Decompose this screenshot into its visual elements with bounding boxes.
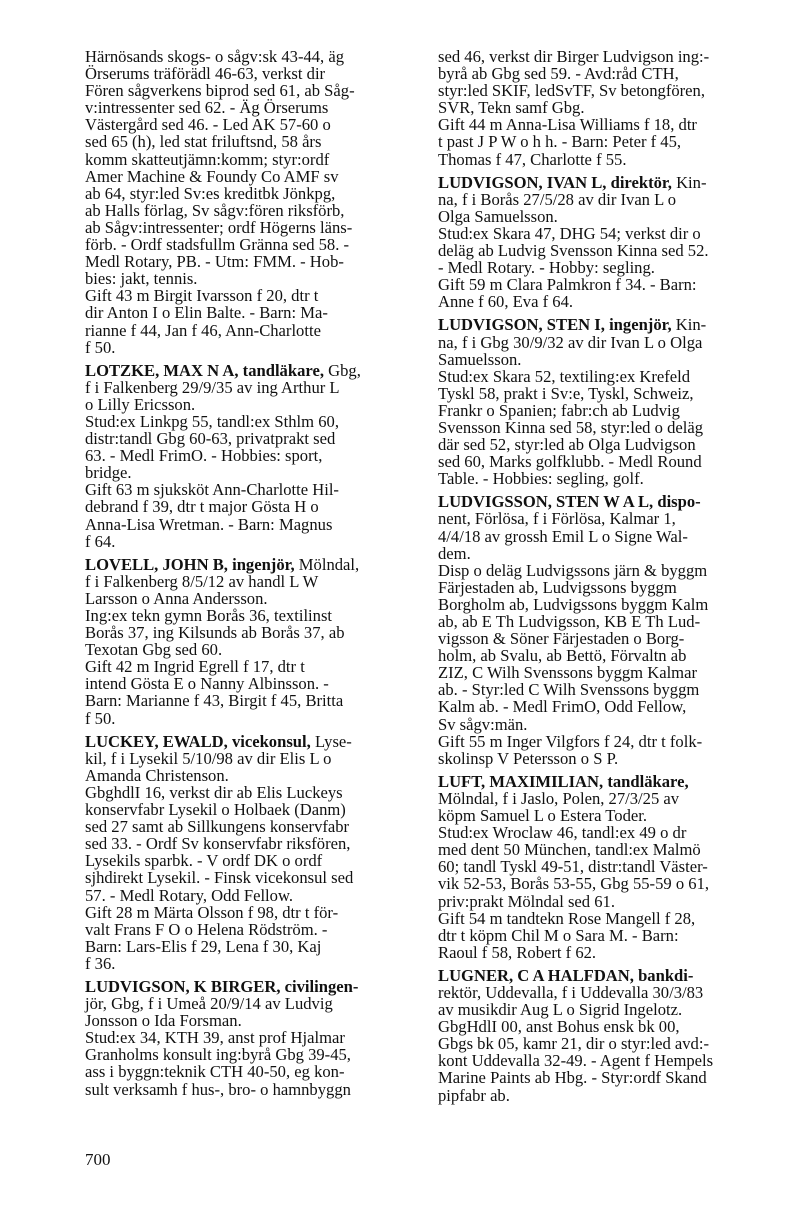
entry-text-line: Stud:ex Linkpg 55, tandl:ex Sthlm 60, [85, 411, 339, 431]
biography-entry [438, 967, 760, 1104]
entry-text-line: Gbgs bk 05, kamr 21, dir o styr:led avd:- [438, 1034, 709, 1054]
entry-location: Kin- [675, 315, 707, 335]
entry-name: LUDVIGSON, STEN I, [438, 315, 605, 335]
entry-text-line: Amer Machine & Foundy Co AMF sv [85, 166, 339, 186]
entry-text-line: Gift 43 m Birgit Ivarsson f 20, dtr t [85, 286, 319, 306]
entry-text-line: Svensson Kinna sed 58, styr:led o deläg [438, 417, 704, 437]
entry-text-line: 57. - Medl Rotary, Odd Fellow. [85, 885, 294, 905]
entry-title: bankdi- [638, 965, 694, 985]
entry-text-line: Thomas f 47, Charlotte f 55. [438, 149, 627, 169]
entry-text-line: vik 52-53, Borås 53-55, Gbg 55-59 o 61, [438, 874, 710, 894]
entry-text-line: Gift 28 m Märta Olsson f 98, dtr t för- [85, 902, 339, 922]
entry-text-line: f 50. [85, 337, 116, 357]
entry-text-line: Gift 55 m Inger Vilgfors f 24, dtr t folk- [438, 731, 703, 751]
entry-text-line: sult verksamh f hus-, bro- o hamnbyggn [85, 1079, 351, 1099]
entry-text-line: Gift 44 m Anna-Lisa Williams f 18, dtr [438, 115, 697, 135]
entry-text-line: distr:tandl Gbg 60-63, privatprakt sed [85, 429, 336, 449]
entry-name: LUGNER, C A HALFDAN, [438, 965, 634, 985]
entry-name: LUDVIGSSON, STEN W A L, [438, 492, 654, 512]
entry-text-line: byrå ab Gbg sed 59. - Avd:råd CTH, [438, 64, 679, 84]
left-column [85, 48, 406, 1104]
entry-text-line: Tyskl 58, prakt i Sv:e, Tyskl, Schweiz, [438, 383, 694, 403]
entry-heading [438, 316, 760, 333]
biography-entry [85, 733, 406, 972]
entry-text-line: f 36. [85, 953, 116, 973]
entry-text-line: jör, Gbg, f i Umeå 20/9/14 av Ludvig [85, 994, 333, 1014]
page-number: 700 [85, 1150, 111, 1169]
entry-text-line: Stud:ex Skara 52, textiling:ex Krefeld [438, 366, 691, 386]
entry-text-line: Borgholm ab, Ludvigssons byggm Kalm [438, 594, 709, 614]
entry-name: LUCKEY, EWALD, [85, 731, 228, 751]
entry-text-line: ab 64, styr:led Sv:es kreditbk Jönkpg, [85, 183, 336, 203]
entry-text-line: pipfabr ab. [438, 1085, 510, 1105]
entry-text-line: av musikdir Aug L o Sigrid Ingelotz. [438, 1000, 683, 1020]
entry-text-line: dem. [438, 543, 471, 563]
entry-text-line: SVR, Tekn samf Gbg. [438, 98, 585, 118]
entry-text-line: rianne f 44, Jan f 46, Ann-Charlotte [85, 320, 321, 340]
entry-name: LUDVIGSON, IVAN L, [438, 172, 607, 192]
entry-text-line: deläg ab Ludvig Svensson Kinna sed 52. [438, 241, 709, 261]
entry-text-line: ab. - Styr:led C Wilh Svenssons byggm [438, 680, 700, 700]
entry-text-line: med dent 50 München, tandl:ex Malmö [438, 840, 701, 860]
entry-title: tandläkare, [242, 360, 324, 380]
biography-entry [438, 174, 760, 311]
entry-text-line: Frankr o Spanien; fabr:ch ab Ludvig [438, 400, 680, 420]
entry-text-line: f i Falkenberg 29/9/35 av ing Arthur L [85, 377, 340, 397]
entry-text-line: Barn: Lars-Elis f 29, Lena f 30, Kaj [85, 936, 322, 956]
entry-text-line: skolinsp V Petersson o S P. [438, 748, 619, 768]
entry-text-line: holm, ab Svalu, ab Bettö, Förvaltn ab [438, 646, 687, 666]
entry-text-line: nent, Förlösa, f i Förlösa, Kalmar 1, [438, 509, 676, 529]
entry-text-line: bies: jakt, tennis. [85, 269, 198, 289]
entry-text-line: 60; tandl Tyskl 49-51, distr:tandl Väster- [438, 857, 708, 877]
entry-location: Lyse- [314, 731, 352, 751]
entry-text-line: ab Sågv:intressenter; ordf Högerns läns- [85, 217, 353, 237]
entry-text-line: 63. - Medl FrimO. - Hobbies: sport, [85, 446, 323, 466]
entry-text-line: Larsson o Anna Andersson. [85, 588, 268, 608]
entry-text-line: Mölndal, f i Jaslo, Polen, 27/3/25 av [438, 788, 680, 808]
entry-text-line: bridge. [85, 463, 132, 483]
entry-heading [85, 362, 406, 379]
entry-heading [438, 967, 760, 984]
entry-text-line: dtr t köpm Chil M o Sara M. - Barn: [438, 925, 679, 945]
biography-entry [85, 362, 406, 550]
biography-entry [438, 773, 760, 961]
entry-heading [85, 556, 406, 573]
entry-text-line: Kalm ab. - Medl FrimO, Odd Fellow, [438, 697, 687, 717]
entry-text-line: Västergård sed 46. - Led AK 57-60 o [85, 115, 331, 135]
entry-text-line: intend Gösta E o Nanny Albinsson. - [85, 674, 329, 694]
entry-text-line: Granholms konsult ing:byrå Gbg 39-45, [85, 1045, 351, 1065]
entry-location: Gbg, [328, 360, 361, 380]
entry-text-line: Disp o deläg Ludvigssons järn & byggm [438, 560, 708, 580]
entry-text-line: Anna-Lisa Wretman. - Barn: Magnus [85, 514, 333, 534]
entry-text-line: f i Falkenberg 8/5/12 av handl L W [85, 571, 319, 591]
entry-text-line: sed 60, Marks golfklubb. - Medl Round [438, 452, 702, 472]
entry-location: Mölndal, [298, 554, 360, 574]
entry-text-line: kil, f i Lysekil 5/10/98 av dir Elis L o [85, 748, 332, 768]
entry-title: direktör, [610, 172, 672, 192]
entry-title: ingenjör, [609, 315, 672, 335]
entry-text-line: Samuelsson. [438, 349, 522, 369]
entry-text-line: ass i byggn:teknik CTH 40-50, eg kon- [85, 1062, 345, 1082]
entry-text-line: Gift 63 m sjuksköt Ann-Charlotte Hil- [85, 480, 339, 500]
entry-text-line: där sed 52, styr:led ab Olga Ludvigson [438, 435, 696, 455]
entry-text-line: na, f i Gbg 30/9/32 av dir Ivan L o Olga [438, 332, 703, 352]
entry-title: civilingen- [284, 976, 359, 996]
entry-text-line: ab Halls förlag, Sv sågv:fören riksförb, [85, 200, 345, 220]
entry-title: dispo- [657, 492, 701, 512]
entry-text-line: Gift 42 m Ingrid Egrell f 17, dtr t [85, 657, 305, 677]
entry-text-line: priv:prakt Mölndal sed 61. [438, 891, 615, 911]
entry-text-line: 4/4/18 av grossh Emil L o Signe Wal- [438, 526, 688, 546]
entry-text-line: förb. - Ordf stadsfullm Gränna sed 58. - [85, 235, 350, 255]
entry-text-line: Fören sågverkens biprod sed 61, ab Såg- [85, 81, 355, 101]
entry-text-line: Gift 54 m tandtekn Rose Mangell f 28, [438, 908, 696, 928]
entry-name: LOTZKE, MAX N A, [85, 360, 239, 380]
entry-text-line: Borås 37, ing Kilsunds ab Borås 37, ab [85, 623, 345, 643]
entry-text-line: köpm Samuel L o Estera Toder. [438, 806, 647, 826]
entry-text-line: konservfabr Lysekil o Holbaek (Danm) [85, 800, 346, 820]
entry-name: LUDVIGSON, K BIRGER, [85, 976, 281, 996]
entry-text-line: Stud:ex Skara 47, DHG 54; verkst dir o [438, 223, 701, 243]
entry-text-line: kont Uddevalla 32-49. - Agent f Hempels [438, 1051, 714, 1071]
entry-text-line: sed 65 (h), led stat friluftsnd, 58 års [85, 132, 322, 152]
entry-title: tandläkare, [607, 771, 689, 791]
biography-entry [85, 978, 406, 1098]
entry-text-line: debrand f 39, dtr t major Gösta H o [85, 497, 319, 517]
entry-text-line: v:intressenter sed 62. - Äg Örserums [85, 98, 329, 118]
entry-text-line: styr:led SKIF, ledSvTF, Sv betongfören, [438, 81, 705, 101]
entry-heading [438, 493, 760, 510]
entry-text-line: na, f i Borås 27/5/28 av dir Ivan L o [438, 189, 677, 209]
entry-name: LUFT, MAXIMILIAN, [438, 771, 604, 791]
entry-text-line: sed 33. - Ordf Sv konservfabr riksfören, [85, 834, 351, 854]
entry-text-line: ab, ab E Th Ludvigsson, KB E Th Lud- [438, 612, 701, 631]
entry-text-line: Sv sågv:män. [438, 714, 528, 734]
entry-text-line: Örserums träförädl 46-63, verkst dir [85, 64, 326, 84]
entry-text-line: vigsson & Söner Färjestaden o Borg- [438, 629, 685, 649]
entry-text-line: Amanda Christenson. [85, 765, 229, 785]
entry-text-line: Ing:ex tekn gymn Borås 36, textilinst [85, 606, 333, 625]
biography-entry [438, 493, 760, 767]
entry-name: LOVELL, JOHN B, [85, 554, 228, 574]
entry-text-line: - Medl Rotary. - Hobby: segling. [438, 258, 655, 278]
entry-heading [85, 978, 406, 995]
entry-text-line: Härnösands skogs- o sågv:sk 43-44, äg [85, 47, 345, 66]
entry-heading [438, 174, 760, 191]
entry-title: ingenjör, [232, 554, 295, 574]
entry-text-line: f 64. [85, 531, 116, 551]
entry-text-line: Olga Samuelsson. [438, 206, 558, 226]
entry-text-line: dir Anton I o Elin Balte. - Barn: Ma- [85, 303, 328, 323]
biography-entry [438, 316, 760, 487]
entry-location: Kin- [676, 172, 707, 192]
entry-text-line: ZIZ, C Wilh Svenssons byggm Kalmar [438, 663, 697, 683]
entry-text-line: Medl Rotary, PB. - Utm: FMM. - Hob- [85, 252, 344, 272]
entry-text-line: o Lilly Ericsson. [85, 394, 196, 414]
entry-text-line: GbgHdlI 00, anst Bohus ensk bk 00, [438, 1017, 680, 1037]
entry-text-line: t past J P W o h h. - Barn: Peter f 45, [438, 132, 682, 152]
entry-text-line: GbghdlI 16, verkst dir ab Elis Luckeys [85, 782, 343, 802]
entry-heading [438, 773, 760, 790]
biography-entry [438, 48, 760, 168]
entry-title: vicekonsul, [231, 731, 311, 751]
entry-text-line: Lysekils sparbk. - V ordf DK o ordf [85, 851, 323, 871]
entry-text-line: valt Frans F O o Helena Rödström. - [85, 919, 328, 939]
entry-text-line: Anne f 60, Eva f 64. [438, 292, 574, 312]
entry-text-line: Färjestaden ab, Ludvigssons byggm [438, 577, 677, 597]
entry-text-line: Jonsson o Ida Forsman. [85, 1011, 242, 1031]
biography-entry [85, 48, 406, 356]
entry-text-line: rektör, Uddevalla, f i Uddevalla 30/3/83 [438, 982, 704, 1002]
entry-text-line: sed 46, verkst dir Birger Ludvigson ing:- [438, 47, 710, 66]
entry-text-line: Barn: Marianne f 43, Birgit f 45, Britta [85, 691, 344, 711]
biography-entry [85, 556, 406, 727]
entry-heading [85, 733, 406, 750]
entry-text-line: komm skatteutjämn:komm; styr:ordf [85, 149, 330, 169]
entry-text-line: sjhdirekt Lysekil. - Finsk vicekonsul sed [85, 868, 354, 888]
entry-text-line: Stud:ex Wroclaw 46, tandl:ex 49 o dr [438, 823, 687, 843]
entry-text-line: Marine Paints ab Hbg. - Styr:ordf Skand [438, 1068, 707, 1088]
entry-text-line: Table. - Hobbies: segling, golf. [438, 469, 644, 489]
entry-text-line: sed 27 samt ab Sillkungens konservfabr [85, 817, 350, 837]
entry-text-line: Gift 59 m Clara Palmkron f 34. - Barn: [438, 275, 697, 295]
entry-text-line: Texotan Gbg sed 60. [85, 640, 223, 660]
entry-text-line: f 50. [85, 708, 116, 728]
entry-text-line: Raoul f 58, Robert f 62. [438, 942, 597, 962]
entry-text-line: Stud:ex 34, KTH 39, anst prof Hjalmar [85, 1028, 345, 1048]
right-column [438, 48, 760, 1110]
